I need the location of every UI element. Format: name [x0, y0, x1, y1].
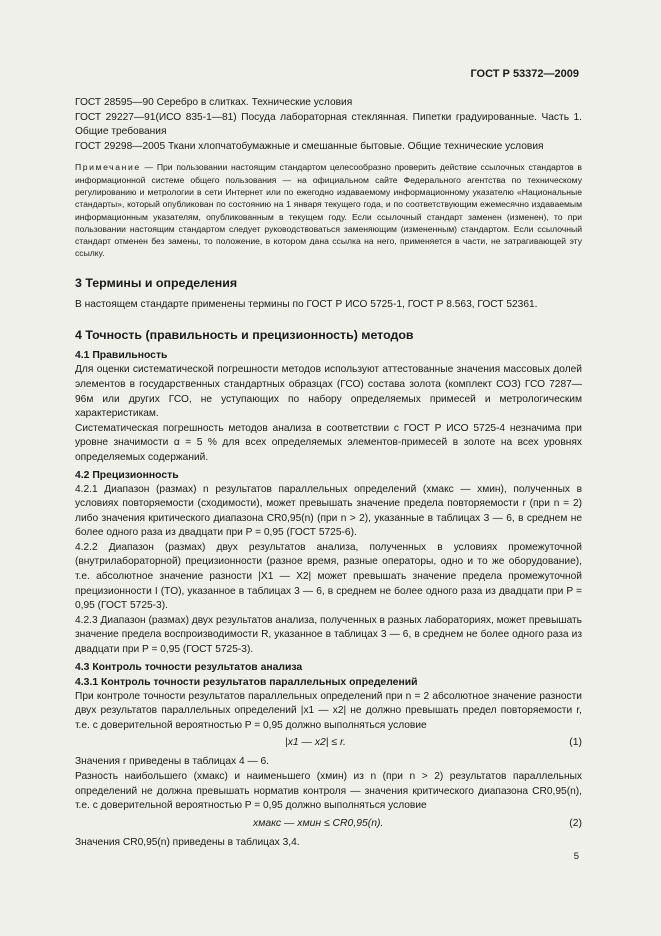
section-4-3-1-p2: Значения r приведены в таблицах 4 — 6. [75, 756, 269, 768]
equation-1 [75, 733, 582, 755]
equation-1-number: (1) [569, 737, 582, 749]
page-content [75, 96, 582, 850]
section-4-2-2: 4.2.2 Диапазон (размах) двух результатов анализа, полученных в условиях промежуточной (внутрилабораторной) прецизионности (разное время, разные операторы, одно и то же оборудование), т.е. абсолютное значение разности |X1 — X2| может превышать значение предела промежуточной прецизионности I (TO), указанное в таблицах 3 — 6, в среднем не более одного раза из двадцати при P = 0,95 (ГОСТ 5725-3). [75, 541, 582, 612]
section-4-1-title: 4.1 Правильность [75, 350, 168, 362]
ref-gost-29227: ГОСТ 29227—91(ИСО 835-1—81) Посуда лабораторная стеклянная. Пипетки градуированные. Часть 1. Общие требования [75, 111, 582, 138]
equation-2 [75, 814, 582, 836]
section-3-text: В настоящем стандарте применены термины по ГОСТ Р ИСО 5725-1, ГОСТ Р 8.563, ГОСТ 52361. [75, 298, 538, 310]
section-4-title: 4 Точность (правильность и прецизионность) методов [75, 328, 414, 343]
note-paragraph [75, 161, 582, 259]
section-4-3-1-p1: При контроле точности результатов параллельных определений при n = 2 абсолютное значение разности двух результатов параллельных определений |x1 — x2| не должно превышать предел повторяемости r, т.е. с доверительной вероятностью P = 0,95 должно выполняться условие [75, 690, 582, 731]
section-4-2-1: 4.2.1 Диапазон (размах) n результатов параллельных определений (xмакс — xмин), полученных в условиях повторяемости (сходимости), может превышать значение предела повторяемости r (при n = 2) либо значения критического диапазона CR0,95(n) (при n > 2), указанные в таблицах 3 — 6, в среднем не более одного раза из двадцати при P = 0,95 (ГОСТ 5725-6). [75, 483, 582, 539]
note-text: — При пользовании настоящим стандартом целесообразно проверить действие ссылочных стандартов в информационной системе общего пользования — на официальном сайте Федерального агентства по техническому регулированию и метрологии в сети Интернет или по ежегодно издаваемому информационному указателю «Национальные стандарты», который опубликован по состоянию на 1 января текущего года, и по соответствующим ежемесячно издаваемым информационным указателям, опубликованным в текущем году. Если ссылочный стандарт заменен (изменен), то при пользовании настоящим стандартом следует руководствоваться заменяющим (измененным) стандартом. Если ссылочный стандарт отменен без замены, то положение, в котором дана ссылка на него, применяется в части, не затрагивающей эту ссылку. [75, 162, 582, 259]
ref-gost-29298: ГОСТ 29298—2005 Ткани хлопчатобумажные и смешанные бытовые. Общие технические условия [75, 140, 544, 152]
section-4-1-p2: Систематическая погрешность методов анализа в соответствии с ГОСТ Р ИСО 5725-4 незначима при уровне значимости α = 5 % для всех определяемых элементов-примесей в золоте на всех уровнях определяемых содержаний. [75, 422, 582, 463]
section-4-3-1-p3: Разность наибольшего (xмакс) и наименьшего (xмин) из n (при n > 2) результатов параллельных определений не должна превышать норматив контроля — значения критического диапазона CR0,95(n), т.е. с доверительной вероятностью P = 0,95 должно выполняться условие [75, 771, 582, 812]
equation-1-expression: |x1 — x2| ≤ r. [285, 737, 346, 749]
document-id: ГОСТ Р 53372—2009 [470, 68, 579, 80]
section-4-2-3: 4.2.3 Диапазон (размах) двух результатов анализа, полученных в разных лабораториях, может превышать значение предела воспроизводимости R, указанное в таблицах 3 — 6, в среднем не более одного раза из двадцати при P = 0,95 (ГОСТ 5725-3). [75, 614, 582, 656]
section-4-1-p1: Для оценки систематической погрешности методов используют аттестованные значения массовых долей элементов в государственных стандартных образцах (ГСО) состава золота (комплект СОЗ) ГСО 7287—96м или других ГСО, не уступающих по набору определяемых примесей и метрологическим характеристикам. [75, 364, 582, 420]
section-4-3-1-p4: Значения CR0,95(n) приведены в таблицах 3,4. [75, 836, 300, 848]
page-number: 5 [573, 851, 579, 862]
note-label: Примечание [75, 162, 141, 173]
section-4-3-title: 4.3 Контроль точности результатов анализа [75, 661, 303, 673]
section-3-title: 3 Термины и определения [75, 275, 238, 290]
equation-2-number: (2) [569, 817, 582, 829]
equation-2-expression: xмакс — xмин ≤ CR0,95(n). [253, 817, 384, 829]
ref-gost-28595: ГОСТ 28595—90 Серебро в слитках. Технические условия [75, 97, 353, 108]
section-4-2-title: 4.2 Прецизионность [75, 469, 179, 481]
section-4-3-1-title: 4.3.1 Контроль точности результатов параллельных определений [75, 676, 418, 688]
